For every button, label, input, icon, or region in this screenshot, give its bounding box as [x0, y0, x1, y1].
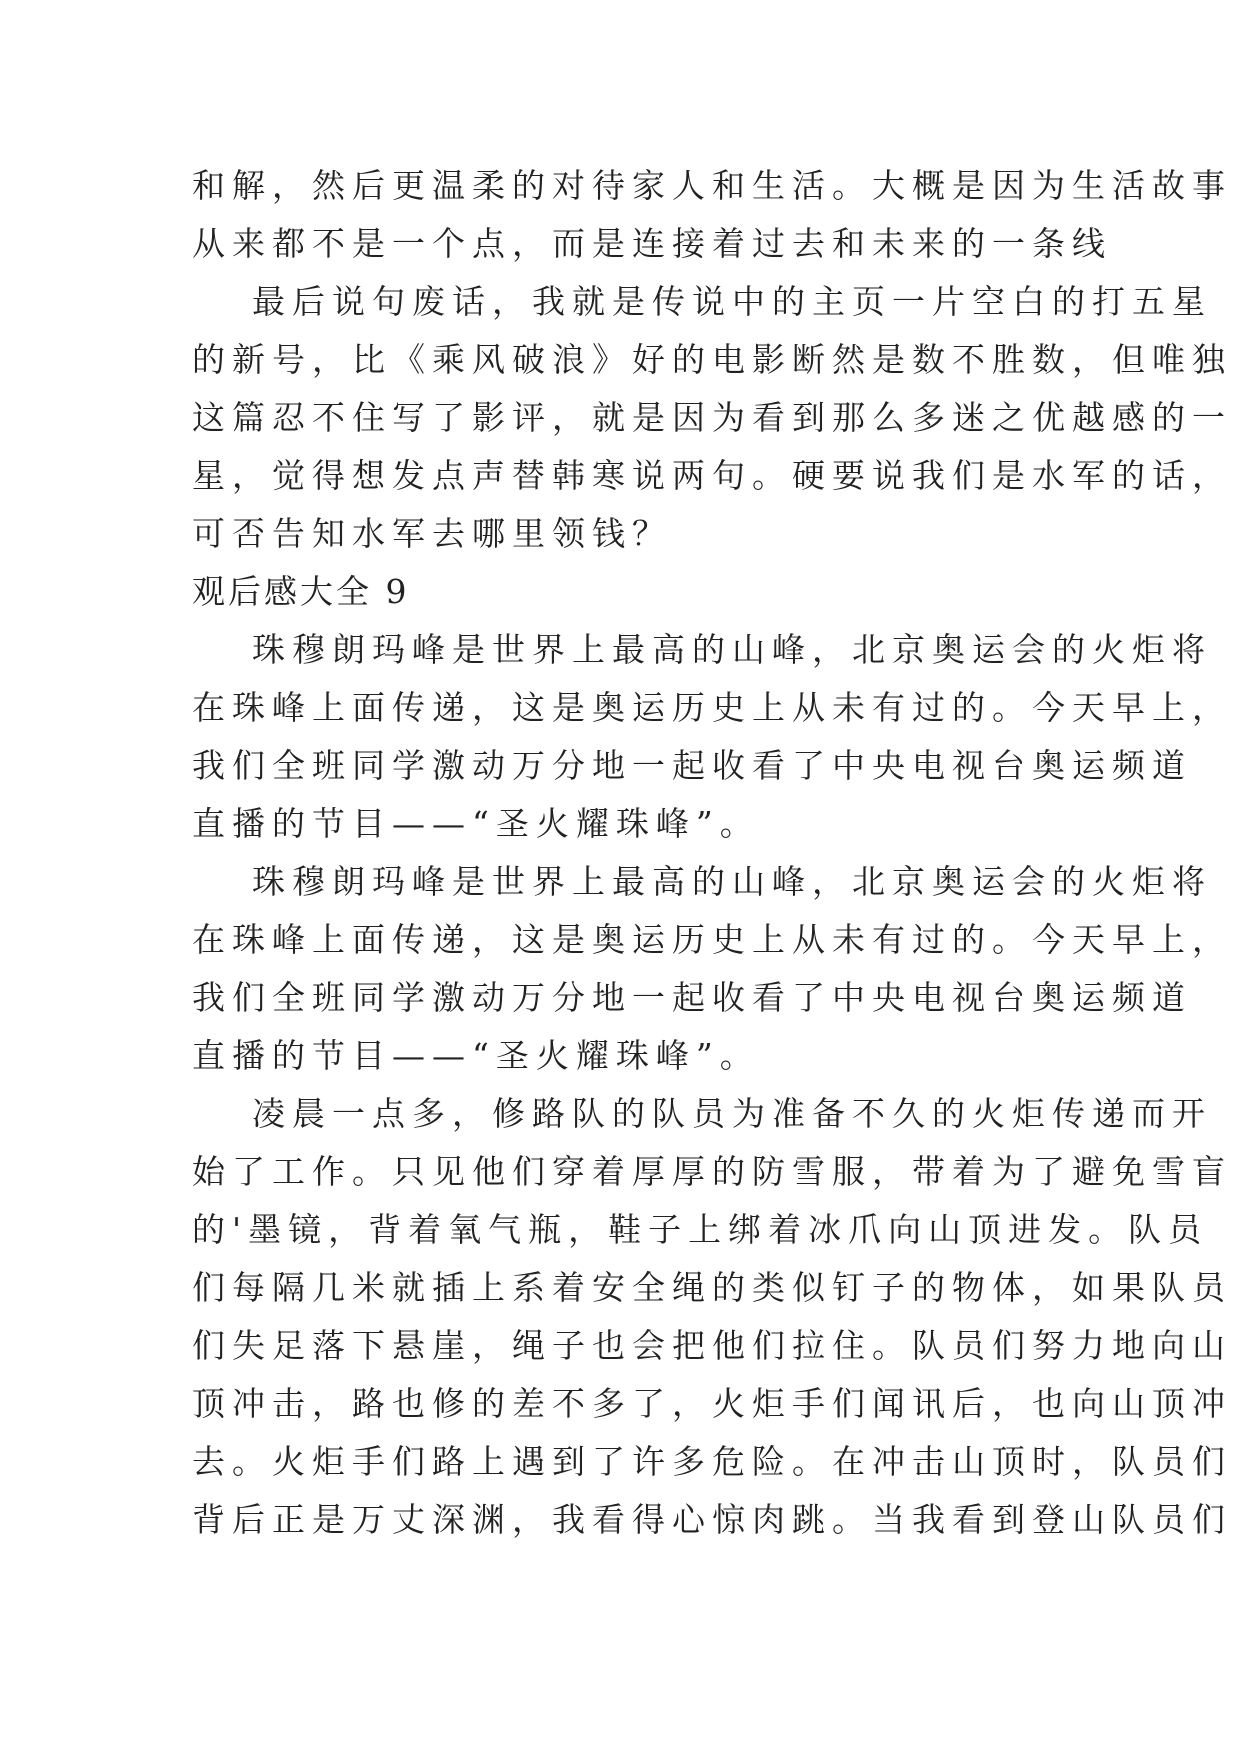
document-body	[192, 157, 1232, 1549]
text-line: 我们全班同学激动万分地一起收看了中央电视台奥运频道	[192, 746, 1192, 785]
text-line: 在珠峰上面传递，这是奥运历史上从未有过的。今天早上，	[192, 920, 1232, 959]
text-line: 从来都不是一个点，而是连接着过去和未来的一条线	[192, 224, 1112, 263]
text-line: 们每隔几米就插上系着安全绳的类似钉子的物体，如果队员	[192, 1268, 1232, 1307]
text-line: 去。火炬手们路上遇到了许多危险。在冲击山顶时，队员们	[192, 1442, 1232, 1481]
text-line: 直播的节目——“圣火耀珠峰”。	[192, 804, 760, 843]
paragraph-first-line: 凌晨一点多，修路队的队员为准备不久的火炬传递而开	[252, 1094, 1212, 1133]
text-line: 星，觉得想发点声替韩寒说两句。硬要说我们是水军的话，	[192, 456, 1232, 495]
text-line: 背后正是万丈深渊，我看得心惊肉跳。当我看到登山队员们	[192, 1500, 1232, 1539]
paragraph-first-line: 珠穆朗玛峰是世界上最高的山峰，北京奥运会的火炬将	[252, 862, 1212, 901]
text-line: 可否告知水军去哪里领钱？	[192, 514, 672, 553]
text-line: 们失足落下悬崖，绳子也会把他们拉住。队员们努力地向山	[192, 1326, 1232, 1365]
text-line: 的新号，比《乘风破浪》好的电影断然是数不胜数，但唯独	[192, 340, 1232, 379]
section-heading: 观后感大全 9	[192, 572, 410, 611]
text-line: 这篇忍不住写了影评，就是因为看到那么多迷之优越感的一	[192, 398, 1232, 437]
text-line: 我们全班同学激动万分地一起收看了中央电视台奥运频道	[192, 978, 1192, 1017]
text-line: 顶冲击，路也修的差不多了，火炬手们闻讯后，也向山顶冲	[192, 1384, 1232, 1423]
text-line: 的'墨镜，背着氧气瓶，鞋子上绑着冰爪向山顶进发。队员	[192, 1210, 1209, 1249]
paragraph-first-line: 最后说句废话，我就是传说中的主页一片空白的打五星	[252, 282, 1212, 321]
text-line: 在珠峰上面传递，这是奥运历史上从未有过的。今天早上，	[192, 688, 1232, 727]
text-line: 和解，然后更温柔的对待家人和生活。大概是因为生活故事	[192, 166, 1232, 205]
text-line: 直播的节目——“圣火耀珠峰”。	[192, 1036, 760, 1075]
paragraph-first-line: 珠穆朗玛峰是世界上最高的山峰，北京奥运会的火炬将	[252, 630, 1212, 669]
text-line: 始了工作。只见他们穿着厚厚的防雪服，带着为了避免雪盲	[192, 1152, 1232, 1191]
